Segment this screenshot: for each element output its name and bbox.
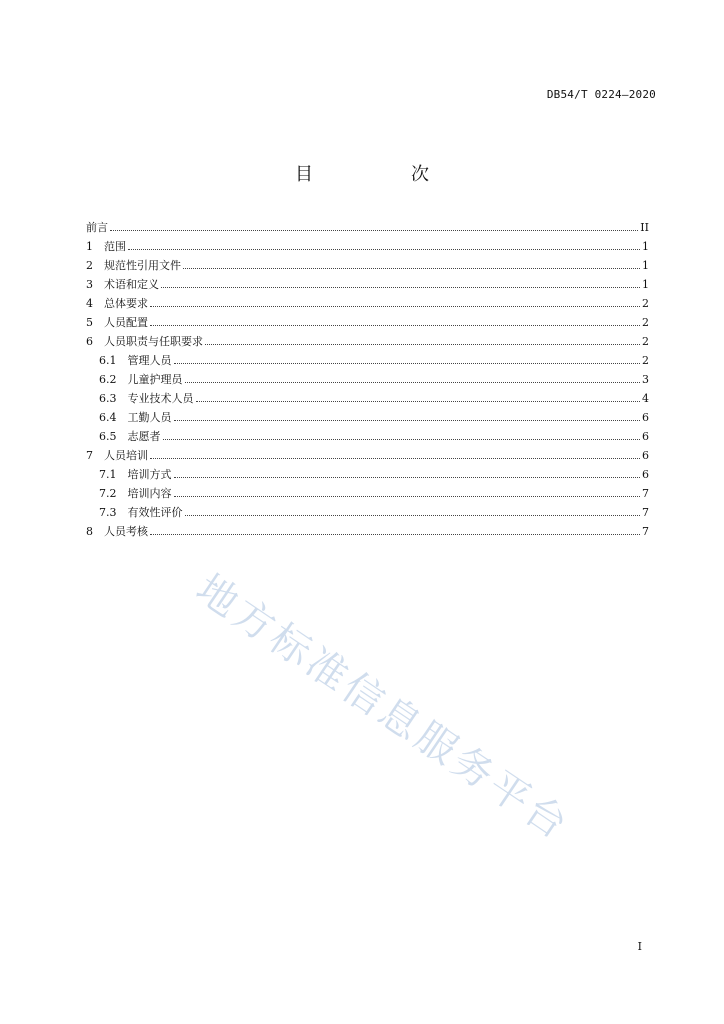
toc-entry-label: 3 术语和定义	[86, 278, 159, 291]
toc-entry-label: 6.5 志愿者	[99, 430, 161, 443]
toc-entry-page: 1	[642, 278, 649, 291]
toc-entry-page: 2	[642, 316, 649, 329]
toc-entry-label: 6.3 专业技术人员	[99, 392, 194, 405]
toc-dot-leader	[183, 268, 640, 269]
toc-entry-label: 7.1 培训方式	[99, 468, 172, 481]
toc-dot-leader	[196, 401, 641, 402]
toc-entry-label: 1 范围	[86, 240, 126, 253]
toc-entry[interactable]	[86, 408, 649, 427]
toc-entry[interactable]	[86, 351, 649, 370]
toc-entry-label: 前言	[86, 221, 108, 234]
toc-entry-label: 6.1 管理人员	[99, 354, 172, 367]
toc-entry[interactable]	[86, 484, 649, 503]
toc-entry[interactable]	[86, 237, 649, 256]
toc-dot-leader	[174, 363, 641, 364]
toc-dot-leader	[174, 496, 641, 497]
toc-entry-page: 6	[642, 449, 649, 462]
toc-dot-leader	[150, 534, 640, 535]
toc-entry[interactable]	[86, 389, 649, 408]
toc-dot-leader	[150, 325, 640, 326]
watermark: 地方标准信息服务平台	[187, 565, 579, 850]
toc-entry-page: 1	[642, 259, 649, 272]
toc-entry-page: 4	[642, 392, 649, 405]
toc-entry-label: 2 规范性引用文件	[86, 259, 181, 272]
toc-entry[interactable]	[86, 370, 649, 389]
toc-dot-leader	[161, 287, 640, 288]
toc-entry-page: 6	[642, 411, 649, 424]
toc-dot-leader	[185, 382, 641, 383]
table-of-contents	[86, 218, 649, 541]
toc-entry-page: 7	[642, 525, 649, 538]
toc-dot-leader	[110, 230, 638, 231]
page-title: 目 次	[295, 164, 469, 185]
toc-entry-label: 6.2 儿童护理员	[99, 373, 183, 386]
toc-dot-leader	[205, 344, 640, 345]
toc-entry-label: 8 人员考核	[86, 525, 148, 538]
toc-entry-page: 3	[642, 373, 649, 386]
toc-entry[interactable]	[86, 503, 649, 522]
toc-entry-page: 7	[642, 487, 649, 500]
toc-entry-page: 7	[642, 506, 649, 519]
toc-entry[interactable]	[86, 256, 649, 275]
page-number: I	[637, 940, 642, 953]
toc-entry-page: 2	[642, 354, 649, 367]
toc-entry-page: 2	[642, 335, 649, 348]
toc-dot-leader	[174, 477, 641, 478]
document-code: DB54/T 0224—2020	[546, 88, 656, 101]
toc-entry[interactable]	[86, 313, 649, 332]
toc-dot-leader	[128, 249, 640, 250]
toc-entry-label: 6.4 工勤人员	[99, 411, 172, 424]
toc-entry[interactable]	[86, 332, 649, 351]
toc-entry[interactable]	[86, 427, 649, 446]
toc-entry-label: 7.2 培训内容	[99, 487, 172, 500]
toc-entry[interactable]	[86, 275, 649, 294]
toc-dot-leader	[174, 420, 641, 421]
toc-entry[interactable]	[86, 465, 649, 484]
toc-entry-label: 7.3 有效性评价	[99, 506, 183, 519]
toc-entry[interactable]	[86, 294, 649, 313]
toc-entry-label: 5 人员配置	[86, 316, 148, 329]
toc-dot-leader	[185, 515, 641, 516]
toc-dot-leader	[150, 458, 640, 459]
toc-entry-page: 2	[642, 297, 649, 310]
toc-entry-page: 6	[642, 468, 649, 481]
toc-dot-leader	[163, 439, 641, 440]
toc-entry[interactable]	[86, 218, 649, 237]
toc-entry[interactable]	[86, 522, 649, 541]
toc-entry-label: 4 总体要求	[86, 297, 148, 310]
toc-dot-leader	[150, 306, 640, 307]
toc-entry-page: 1	[642, 240, 649, 253]
toc-entry[interactable]	[86, 446, 649, 465]
toc-entry-label: 7 人员培训	[86, 449, 148, 462]
toc-entry-label: 6 人员职责与任职要求	[86, 335, 203, 348]
toc-entry-page: 6	[642, 430, 649, 443]
toc-entry-page: II	[640, 221, 649, 234]
